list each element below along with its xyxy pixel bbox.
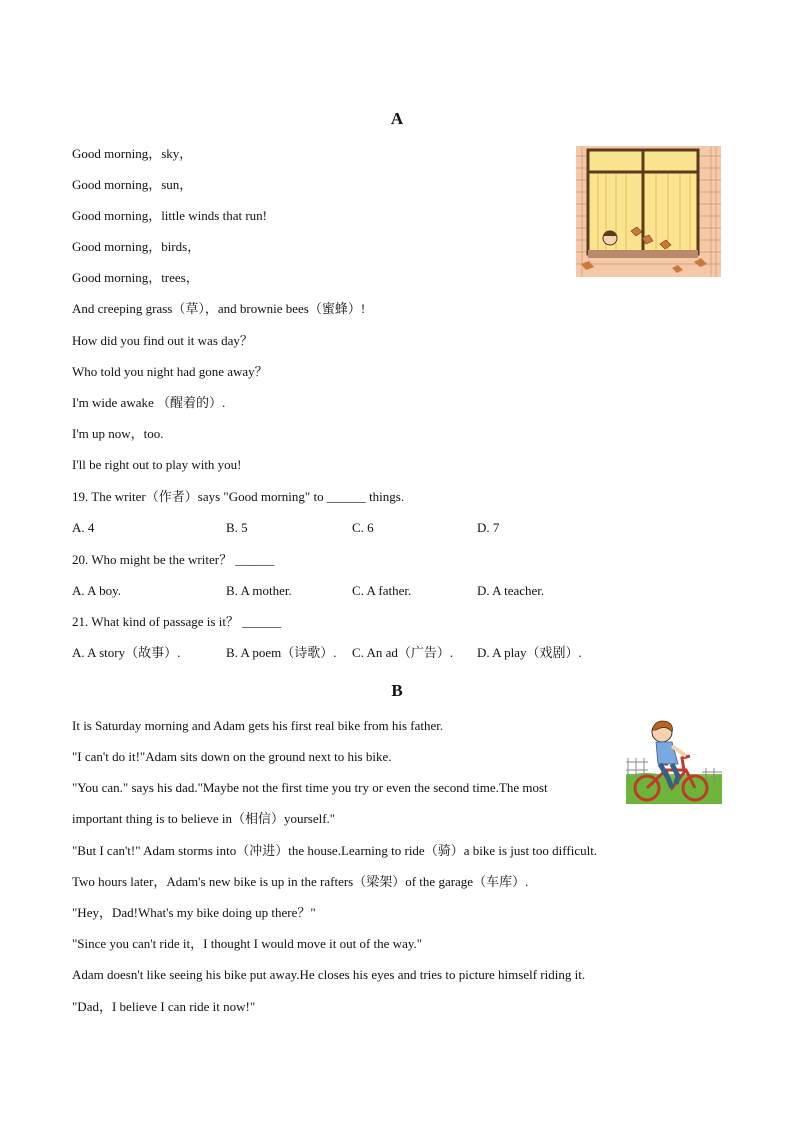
question-21: 21. What kind of passage is it？ ______ xyxy=(72,614,282,629)
option-20-d[interactable]: D. A teacher. xyxy=(477,583,545,598)
option-19-d[interactable]: D. 7 xyxy=(477,520,500,535)
question-20: 20. Who might be the writer？ ______ xyxy=(72,552,275,567)
poem-line: How did you find out it was day？ xyxy=(72,333,253,348)
section-a-heading: A xyxy=(390,109,404,128)
poem-line: I'll be right out to play with you! xyxy=(72,457,242,472)
option-20-b[interactable]: B. A mother. xyxy=(226,583,292,598)
question-19: 19. The writer（作者）says "Good morning" to ______ things. xyxy=(72,489,405,504)
poem-line: Who told you night had gone away？ xyxy=(72,364,268,379)
poem-line: I'm up now，too. xyxy=(72,426,164,441)
passage-line: It is Saturday morning and Adam gets his first real bike from his father. xyxy=(72,718,444,733)
option-21-b[interactable]: B. A poem（诗歌）. xyxy=(226,645,337,660)
poem-line: Good morning，sun， xyxy=(72,177,193,192)
option-21-d[interactable]: D. A play（戏剧）. xyxy=(477,645,582,660)
section-b-heading: B xyxy=(391,681,403,700)
boy-on-bike-illustration xyxy=(626,718,722,804)
option-20-a[interactable]: A. A boy. xyxy=(72,583,121,598)
passage-line: "Hey，Dad!What's my bike doing up there？" xyxy=(72,905,316,920)
option-21-a[interactable]: A. A story（故事）. xyxy=(72,645,181,660)
poem-line: And creeping grass（草），and brownie bees（蜜蜂）! xyxy=(72,301,366,316)
poem-line: Good morning，little winds that run! xyxy=(72,208,267,223)
poem-line: Good morning，sky， xyxy=(72,146,193,161)
passage-line: "But I can't!" Adam storms into（冲进）the house.Learning to ride（骑）a bike is just too difficult. xyxy=(72,843,598,858)
poem-line: Good morning，birds， xyxy=(72,239,201,254)
option-21-c[interactable]: C. An ad（广告）. xyxy=(352,645,454,660)
passage-line: Adam doesn't like seeing his bike put away.He closes his eyes and tries to picture himself riding it. xyxy=(72,967,586,982)
poem-line: Good morning，trees， xyxy=(72,270,199,285)
option-19-c[interactable]: C. 6 xyxy=(352,520,374,535)
passage-line: Two hours later，Adam's new bike is up in the rafters（梁架）of the garage（车库）. xyxy=(72,874,529,889)
option-19-b[interactable]: B. 5 xyxy=(226,520,248,535)
passage-line: "You can." says his dad."Maybe not the first time you try or even the second time.The most xyxy=(72,780,548,795)
passage-line: "Since you can't ride it，I thought I would move it out of the way." xyxy=(72,936,423,951)
poem-line: I'm wide awake （醒着的）. xyxy=(72,395,226,410)
option-20-c[interactable]: C. A father. xyxy=(352,583,412,598)
passage-line: "Dad，I believe I can ride it now!" xyxy=(72,999,256,1014)
option-19-a[interactable]: A. 4 xyxy=(72,520,95,535)
passage-line: important thing is to believe in（相信）yourself." xyxy=(72,811,336,826)
passage-line: "I can't do it!"Adam sits down on the ground next to his bike. xyxy=(72,749,392,764)
window-scene-illustration xyxy=(576,146,721,277)
